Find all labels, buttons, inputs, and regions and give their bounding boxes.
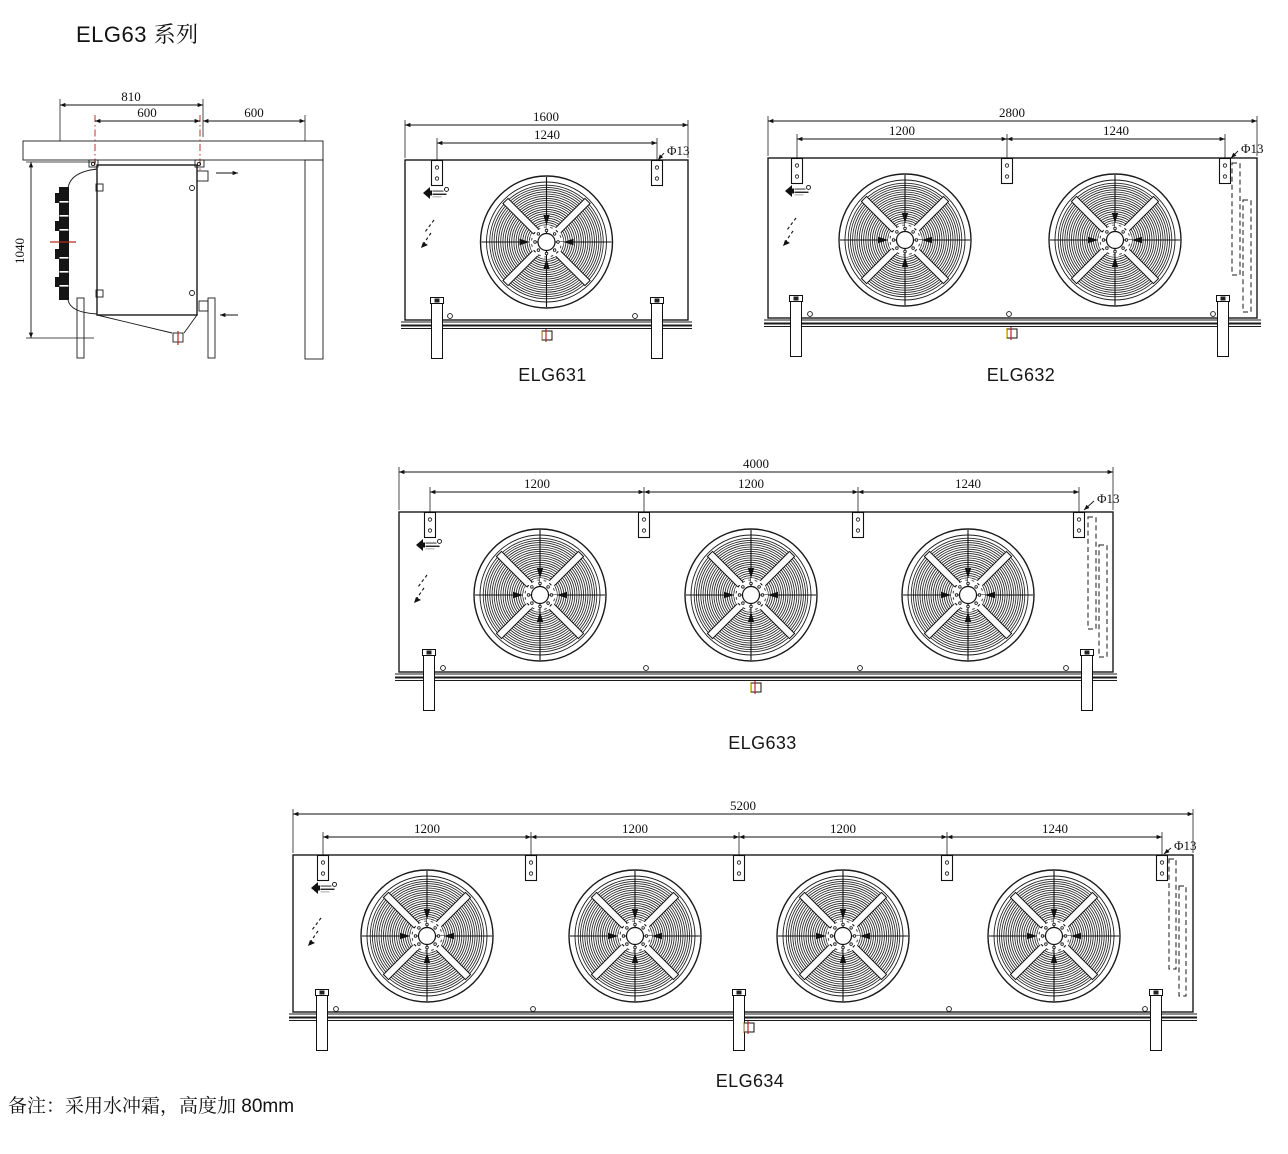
svg-text:2800: 2800 xyxy=(999,105,1025,120)
screw-hole xyxy=(858,666,863,671)
support-leg xyxy=(790,296,803,357)
dimension-overall xyxy=(768,105,1257,156)
hole-callout xyxy=(1164,838,1197,854)
mounting-bracket xyxy=(792,159,803,184)
svg-text:810: 810 xyxy=(121,89,141,104)
unit-label-elg632: ELG632 xyxy=(986,365,1056,385)
unit-label-elg631: ELG631 xyxy=(518,365,587,385)
mounting-bracket xyxy=(942,856,953,881)
svg-text:1200: 1200 xyxy=(414,821,440,836)
drain-outlet xyxy=(744,1021,754,1034)
fan-grille xyxy=(777,870,909,1002)
phi-diameter-label: Φ13 xyxy=(1174,838,1197,853)
fan-grille xyxy=(361,870,493,1002)
screw-hole xyxy=(1064,666,1069,671)
screw-hole xyxy=(448,314,453,319)
support-leg xyxy=(423,650,436,711)
support-leg xyxy=(431,298,444,359)
drain-outlet xyxy=(1007,327,1017,340)
mounting-bracket xyxy=(734,856,745,881)
dimension-spacing xyxy=(437,127,657,160)
wall-hatch xyxy=(305,160,323,359)
screw-hole xyxy=(1007,312,1012,317)
support-leg xyxy=(316,990,329,1051)
support-leg xyxy=(733,990,746,1051)
drip-tray xyxy=(401,322,692,329)
dimension-810 xyxy=(60,89,203,141)
support-leg xyxy=(77,298,84,358)
screw-hole xyxy=(947,1007,952,1012)
drain-outlet xyxy=(751,681,761,694)
mounting-bracket xyxy=(425,513,436,538)
ceiling-hatch xyxy=(23,141,323,160)
elg634-drawing xyxy=(285,798,1215,1078)
dimension-spacing xyxy=(430,476,1079,512)
support-leg xyxy=(1150,990,1163,1051)
fan-grille xyxy=(902,529,1034,661)
mounting-bracket xyxy=(1002,159,1013,184)
svg-text:1200: 1200 xyxy=(524,476,550,491)
screw-hole xyxy=(334,1007,339,1012)
mounting-bracket xyxy=(1074,513,1085,538)
drip-tray xyxy=(764,320,1261,327)
fan-grille xyxy=(685,529,817,661)
dimension-1040 xyxy=(12,162,96,338)
fan-grille xyxy=(474,529,606,661)
svg-text:4000: 4000 xyxy=(743,456,769,471)
svg-text:1240: 1240 xyxy=(1103,123,1129,138)
support-leg xyxy=(208,298,215,358)
mounting-bracket xyxy=(1157,856,1168,881)
drain-outlet xyxy=(542,329,552,342)
fan-grille xyxy=(988,870,1120,1002)
footer-note: 备注：采用水冲霜，高度加 80mm xyxy=(8,1096,295,1117)
hole-callout xyxy=(1231,141,1264,158)
support-leg xyxy=(651,298,664,359)
support-leg xyxy=(1081,650,1094,711)
fan-grille xyxy=(1049,174,1181,306)
fan-grille xyxy=(839,174,971,306)
elg632-drawing xyxy=(760,105,1282,370)
screw-hole xyxy=(531,1007,536,1012)
fan-grille xyxy=(481,176,613,308)
side-view-drawing xyxy=(10,85,350,380)
unit-label-elg633: ELG633 xyxy=(728,733,797,753)
svg-text:1200: 1200 xyxy=(889,123,915,138)
elg633-drawing xyxy=(390,455,1135,735)
mounting-bracket xyxy=(639,513,650,538)
svg-text:1200: 1200 xyxy=(830,821,856,836)
svg-text:1600: 1600 xyxy=(533,109,559,124)
svg-text:1040: 1040 xyxy=(12,238,27,264)
dimension-spacing xyxy=(323,821,1162,855)
svg-text:1240: 1240 xyxy=(534,127,560,142)
dimension-spacing xyxy=(797,123,1225,158)
leg-step xyxy=(199,301,208,311)
fan-grille xyxy=(569,870,701,1002)
mounting-bracket xyxy=(526,856,537,881)
phi-diameter-label: Φ13 xyxy=(1097,491,1120,506)
mounting-bracket xyxy=(432,161,443,186)
screw-hole xyxy=(633,314,638,319)
mounting-bracket xyxy=(1220,159,1231,184)
svg-text:5200: 5200 xyxy=(730,798,756,813)
svg-text:600: 600 xyxy=(137,105,157,120)
svg-text:1200: 1200 xyxy=(622,821,648,836)
mounting-bracket xyxy=(652,161,663,186)
screw-hole xyxy=(1143,1007,1148,1012)
screw-hole xyxy=(644,666,649,671)
phi-diameter-label: Φ13 xyxy=(1241,141,1264,156)
svg-text:1240: 1240 xyxy=(955,476,981,491)
mounting-bracket xyxy=(318,856,329,881)
dimension-600-inner xyxy=(95,105,200,171)
svg-text:1200: 1200 xyxy=(738,476,764,491)
svg-text:600: 600 xyxy=(244,105,264,120)
support-leg xyxy=(1217,296,1230,357)
mounting-bracket xyxy=(853,513,864,538)
phi-diameter-label: Φ13 xyxy=(667,143,690,158)
screw-hole xyxy=(1211,312,1216,317)
screw-hole xyxy=(808,312,813,317)
drain-pan-side xyxy=(97,315,197,345)
unit-body-side xyxy=(68,160,208,315)
unit-label-elg634: ELG634 xyxy=(715,1071,785,1091)
elg631-drawing xyxy=(395,105,710,370)
drip-tray xyxy=(395,674,1117,681)
hole-callout xyxy=(1084,491,1120,510)
hole-callout xyxy=(658,143,690,160)
svg-text:1240: 1240 xyxy=(1042,821,1068,836)
dimension-600-wall xyxy=(203,105,305,141)
page-title: ELG63 系列 xyxy=(76,22,199,47)
screw-hole xyxy=(441,666,446,671)
evaporator-coil xyxy=(50,187,76,300)
